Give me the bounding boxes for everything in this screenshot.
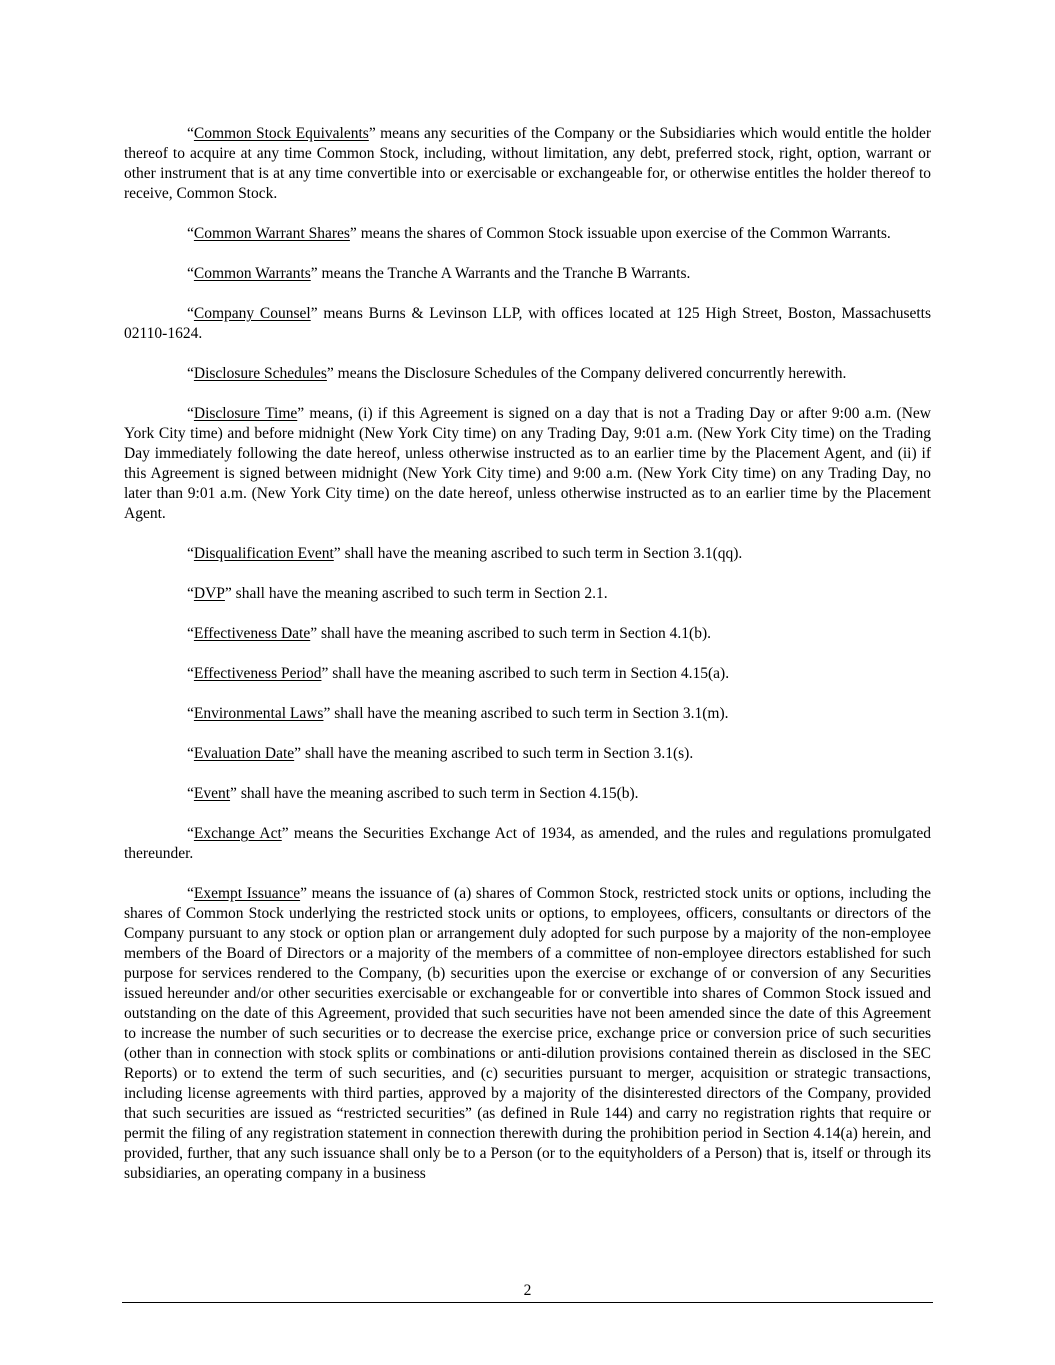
definition-paragraph: “Company Counsel” means Burns & Levinson LLP, with offices located at 125 High Street, Boston, Massachusetts 02110-1624. [124, 305, 931, 342]
definition-text: shall have the meaning ascribed to such term in Section 4.15(a). [328, 665, 730, 682]
defined-term: Company Counsel [193, 305, 311, 322]
definition-paragraph: “Common Warrants” means the Tranche A Warrants and the Tranche B Warrants. [187, 265, 691, 282]
definition-paragraph: “Disclosure Time” means, (i) if this Agreement is signed on a day that is not a Trading Day or after 9:00 a.m. (New York City time) and before midnight (New York City time) on any Trading Day, 9:01 a.m. (New York City time) on the Trading Day immediately following the date hereof, unless otherwise instructed as to an earlier time by the Placement Agent, and (ii) if this Agreement is signed between midnight (New York City time) and 9:00 a.m. (New York City time) on any Trading Day, no later than 9:01 a.m. (New York City time) on the date hereof, unless otherwise instructed as to an earlier time by the Placement Agent. [124, 405, 931, 522]
definition-paragraph: “Effectiveness Date” shall have the meaning ascribed to such term in Section 4.1(b). [187, 625, 711, 642]
definition-paragraph: “DVP” shall have the meaning ascribed to such term in Section 2.1. [187, 585, 608, 602]
definition-text: means the Disclosure Schedules of the Company delivered concurrently herewith. [333, 365, 847, 382]
defined-term: Effectiveness Date [193, 625, 311, 642]
definition-text: shall have the meaning ascribed to such term in Section 4.1(b). [317, 625, 711, 642]
defined-term: Evaluation Date [193, 745, 295, 762]
page-number: 2 [523, 1282, 532, 1299]
defined-term: Environmental Laws [193, 705, 324, 722]
defined-term: Common Warrant Shares [193, 225, 350, 242]
definition-text: means the issuance of (a) shares of Common Stock, restricted stock units or options, including the shares of Common Stock underlying the restricted stock units or options, to employees, officers, consultants or directors of the Company pursuant to any stock or option plan or arrangement duly adopted for such purpose by a majority of the non-employee members of the Board of Directors or a majority of the members of a committee of non-employee directors established for such purpose for services rendered to the Company, (b) securities upon the exercise or exchange of or conversion of any Securities issued hereunder and/or other securities exercisable or exchangeable for or convertible into shares of Common Stock issued and outstanding on the date of this Agreement, provided that such securities have not been amended since the date of this Agreement to increase the number of such securities or to decrease the exercise price, exchange price or conversion price of such securities (other than in connection with stock splits or combinations or anti-dilution provisions contained therein as disclosed in the SEC Reports) or to extend the term of such securities, and (c) securities pursuant to merger, acquisition or strategic transactions, including license agreements with third parties, approved by a majority of the disinterested directors of the Company, provided that such securities are issued as “restricted securities” (as defined in Rule 144) and carry no registration rights that require or permit the filing of any registration statement in connection therewith during the prohibition period in Section 4.14(a) herein, and provided, further, that any such issuance shall only be to a Person (or to the equityholders of a Person) that is, itself or through its subsidiaries, an operating company in a business [124, 885, 931, 1182]
defined-term: Effectiveness Period [193, 665, 322, 682]
definition-text: means the shares of Common Stock issuable upon exercise of the Common Warrants. [356, 225, 891, 242]
definition-text: shall have the meaning ascribed to such term in Section 4.15(b). [236, 785, 639, 802]
definition-paragraph: “Common Warrant Shares” means the shares of Common Stock issuable upon exercise of the Common Warrants. [187, 225, 891, 242]
defined-term: DVP [193, 585, 225, 602]
document-page [124, 124, 931, 1184]
defined-term: Common Stock Equivalents [193, 125, 369, 142]
definition-paragraph: “Exchange Act” means the Securities Exchange Act of 1934, as amended, and the rules and regulations promulgated thereunder. [124, 825, 931, 862]
definition-paragraph: “Common Stock Equivalents” means any securities of the Company or the Subsidiaries which would entitle the holder thereof to acquire at any time Common Stock, including, without limitation, any debt, preferred stock, right, option, warrant or other instrument that is at any time convertible into or exercisable or exchangeable for, or otherwise entitles the holder thereof to receive, Common Stock. [124, 125, 931, 202]
defined-term: Exchange Act [193, 825, 282, 842]
defined-term: Exempt Issuance [193, 885, 301, 902]
defined-term: Event [193, 785, 231, 802]
definition-paragraph: “Disclosure Schedules” means the Disclosure Schedules of the Company delivered concurrently herewith. [187, 365, 847, 382]
definition-paragraph: “Evaluation Date” shall have the meaning ascribed to such term in Section 3.1(s). [187, 745, 694, 762]
footer-divider [122, 1302, 933, 1303]
defined-term: Disclosure Schedules [193, 365, 327, 382]
defined-term: Common Warrants [193, 265, 311, 282]
defined-term: Disclosure Time [193, 405, 298, 422]
definition-text: shall have the meaning ascribed to such term in Section 2.1. [231, 585, 608, 602]
defined-term: Disqualification Event [193, 545, 334, 562]
definition-text: shall have the meaning ascribed to such term in Section 3.1(s). [301, 745, 694, 762]
definition-paragraph: “Disqualification Event” shall have the meaning ascribed to such term in Section 3.1(qq). [187, 545, 743, 562]
definition-text: means the Securities Exchange Act of 1934, as amended, and the rules and regulations promulgated thereunder. [124, 825, 931, 862]
definition-text: means the Tranche A Warrants and the Tranche B Warrants. [317, 265, 691, 282]
definition-paragraph: “Effectiveness Period” shall have the meaning ascribed to such term in Section 4.15(a). [187, 665, 730, 682]
definition-paragraph: “Environmental Laws” shall have the meaning ascribed to such term in Section 3.1(m). [187, 705, 729, 722]
definition-text: shall have the meaning ascribed to such term in Section 3.1(m). [330, 705, 729, 722]
definition-text: means, (i) if this Agreement is signed on a day that is not a Trading Day or after 9:00 a.m. (New York City time) and before midnight (New York City time) on any Trading Day, 9:01 a.m. (New York City time) on the Trading Day immediately following the date hereof, unless otherwise instructed as to an earlier time by the Placement Agent, and (ii) if this Agreement is signed between midnight (New York City time) and 9:00 a.m. (New York City time) on any Trading Day, no later than 9:01 a.m. (New York City time) on the date hereof, unless otherwise instructed as to an earlier time by the Placement Agent. [124, 405, 931, 522]
definition-paragraph: “Exempt Issuance” means the issuance of (a) shares of Common Stock, restricted stock units or options, including the shares of Common Stock underlying the restricted stock units or options, to employees, officers, consultants or directors of the Company pursuant to any stock or option plan or arrangement duly adopted for such purpose by a majority of the non-employee members of the Board of Directors or a majority of the members of a committee of non-employee directors established for such purpose for services rendered to the Company, (b) securities upon the exercise or exchange of or conversion of any Securities issued hereunder and/or other securities exercisable or exchangeable for or convertible into shares of Common Stock issued and outstanding on the date of this Agreement, provided that such securities have not been amended since the date of this Agreement to increase the number of such securities or to decrease the exercise price, exchange price or conversion price of such securities (other than in connection with stock splits or combinations or anti-dilution provisions contained therein as disclosed in the SEC Reports) or to extend the term of such securities, and (c) securities pursuant to merger, acquisition or strategic transactions, including license agreements with third parties, approved by a majority of the disinterested directors of the Company, provided that such securities are issued as “restricted securities” (as defined in Rule 144) and carry no registration rights that require or permit the filing of any registration statement in connection therewith during the prohibition period in Section 4.14(a) herein, and provided, further, that any such issuance shall only be to a Person (or to the equityholders of a Person) that is, itself or through its subsidiaries, an operating company in a business [124, 885, 931, 1182]
definition-paragraph: “Event” shall have the meaning ascribed to such term in Section 4.15(b). [187, 785, 639, 802]
definition-text: shall have the meaning ascribed to such term in Section 3.1(qq). [340, 545, 743, 562]
definition-text: means any securities of the Company or the Subsidiaries which would entitle the holder thereof to acquire at any time Common Stock, including, without limitation, any debt, preferred stock, right, option, warrant or other instrument that is at any time convertible into or exercisable or exchangeable for, or otherwise entitles the holder thereof to receive, Common Stock. [124, 125, 931, 202]
definition-text: means Burns & Levinson LLP, with offices located at 125 High Street, Boston, Massachusetts 02110-1624. [124, 305, 931, 342]
